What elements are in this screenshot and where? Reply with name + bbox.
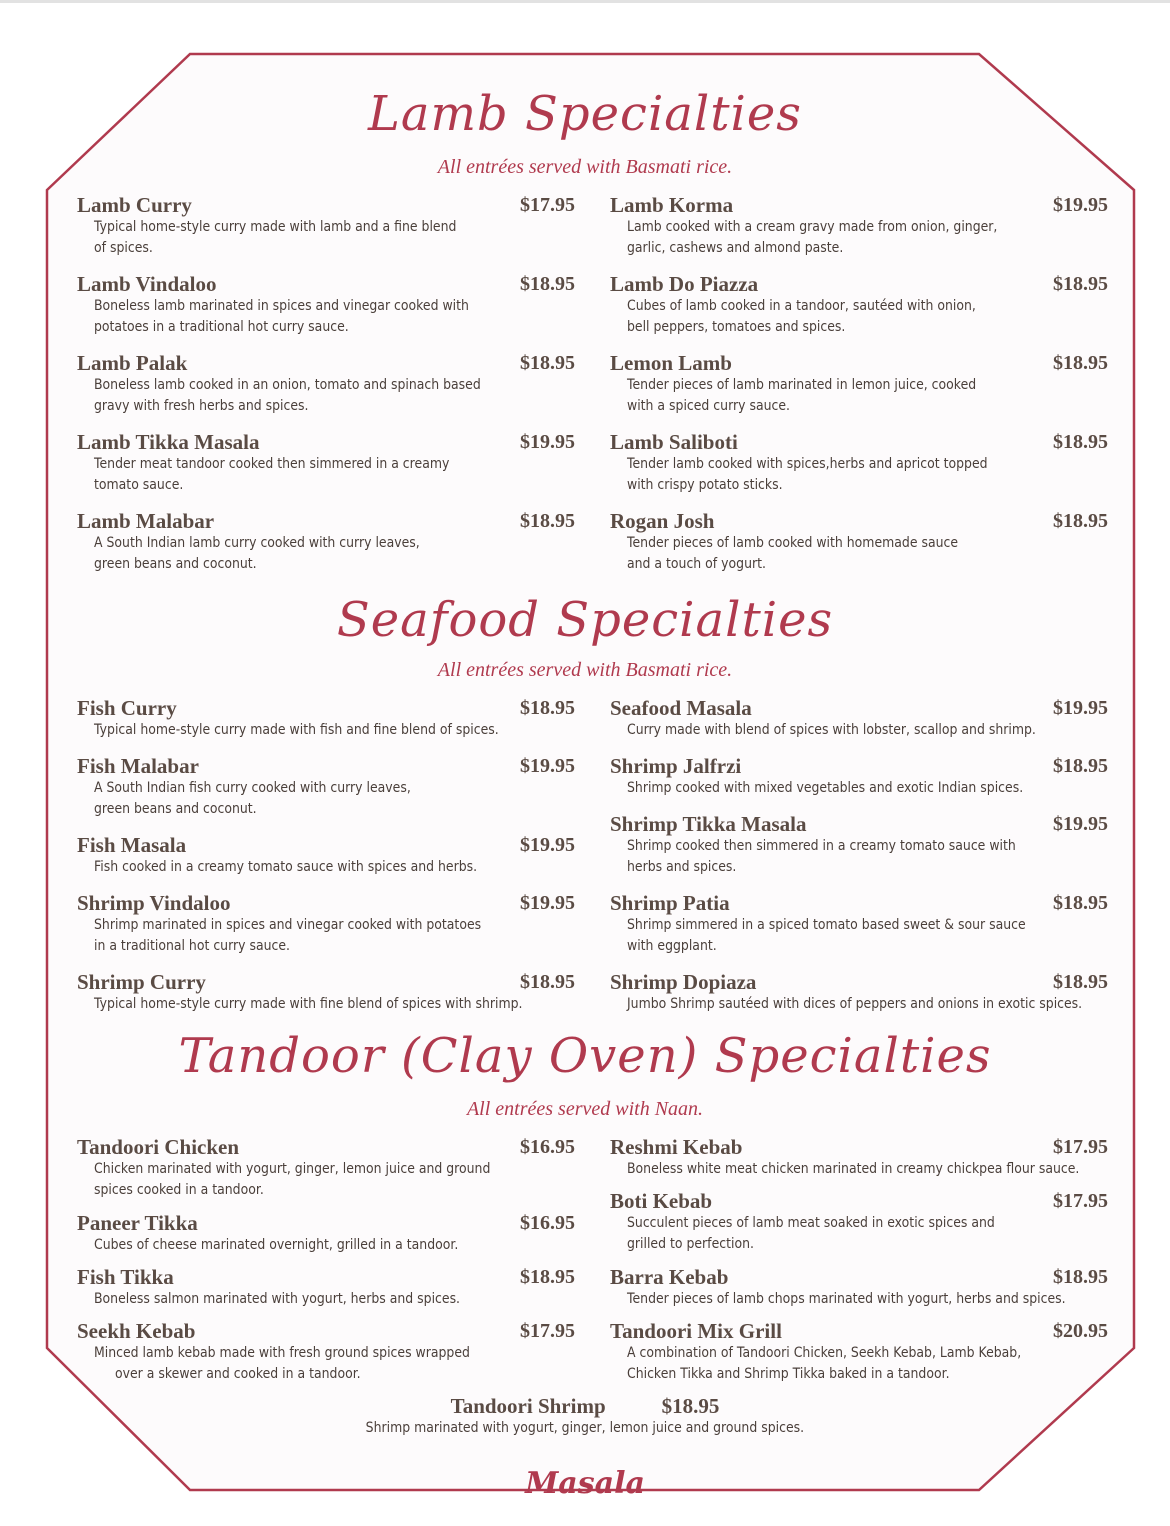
menu-item-price: $18.95 [520, 510, 575, 532]
menu-item-description: Lamb cooked with a cream gravy made from onion, ginger, [627, 219, 998, 235]
menu-item-name: Fish Tikka [77, 1265, 174, 1289]
menu-item [77, 833, 575, 878]
menu-item-description: Shrimp marinated with yogurt, ginger, lemon juice and ground spices. [365, 1420, 805, 1436]
section-subtitle-tandoor: All entrées served with Naan. [466, 1098, 704, 1120]
menu-item-description: Fish cooked in a creamy tomato sauce with spices and herbs. [94, 859, 478, 875]
menu-item [610, 754, 1108, 799]
menu-item-name: Shrimp Tikka Masala [610, 812, 807, 836]
menu-item-description: Boneless salmon marinated with yogurt, herbs and spices. [94, 1291, 461, 1307]
menu-item-description: Typical home-style curry made with lamb and a fine blend [94, 219, 457, 235]
menu-item-name: Tandoori Shrimp [450, 1394, 606, 1418]
menu-item-name: Lamb Saliboti [610, 430, 738, 454]
menu-item-description: and a touch of yogurt. [627, 556, 766, 572]
menu-item-description: potatoes in a traditional hot curry sauce. [94, 319, 349, 335]
menu-item [610, 1189, 1108, 1255]
section-subtitle-lamb: All entrées served with Basmati rice. [437, 156, 733, 178]
menu-item-description: A combination of Tandoori Chicken, Seekh Kebab, Lamb Kebab, [627, 1345, 1022, 1361]
menu-item-price: $17.95 [520, 194, 575, 216]
menu-item [77, 1211, 575, 1256]
menu-item-description: gravy with fresh herbs and spices. [94, 398, 309, 414]
menu-item-price: $18.95 [1053, 755, 1108, 777]
menu-item-price: $20.95 [1053, 1320, 1108, 1342]
menu-item [610, 696, 1108, 741]
menu-item [610, 812, 1108, 878]
menu-item-description: green beans and coconut. [94, 801, 257, 817]
menu-item-description: with crispy potato sticks. [627, 477, 783, 493]
menu-item-description: A South Indian lamb curry cooked with curry leaves, [94, 535, 420, 551]
menu-item-price: $19.95 [520, 431, 575, 453]
menu-item [610, 272, 1108, 338]
menu-item-description: Tender lamb cooked with spices,herbs and apricot topped [627, 456, 988, 472]
menu-item-description: Chicken Tikka and Shrimp Tikka baked in a tandoor. [627, 1366, 950, 1382]
menu-item-description: Cubes of cheese marinated overnight, grilled in a tandoor. [94, 1237, 459, 1253]
menu-item-price: $18.95 [520, 697, 575, 719]
menu-item-description: Shrimp simmered in a spiced tomato based sweet & sour sauce [627, 917, 1026, 933]
menu-item-price: $18.95 [520, 971, 575, 993]
menu-item-name: Lamb Palak [77, 351, 188, 375]
brand-logo: Masala [525, 1466, 645, 1501]
menu-item-description: garlic, cashews and almond paste. [627, 240, 844, 256]
menu-item-name: Seafood Masala [610, 696, 752, 720]
menu-item-description: A South Indian fish curry cooked with curry leaves, [94, 780, 411, 796]
menu-item-name: Fish Malabar [77, 754, 199, 778]
menu-item-description: Boneless white meat chicken marinated in creamy chickpea flour sauce. [627, 1161, 1080, 1177]
menu-item [77, 1135, 575, 1201]
menu-item-price: $18.95 [1053, 892, 1108, 914]
menu-item-price: $18.95 [520, 273, 575, 295]
menu-item [77, 1265, 575, 1310]
menu-item-description: Shrimp cooked then simmered in a creamy tomato sauce with [627, 838, 1016, 854]
menu-item-price: $17.95 [520, 1320, 575, 1342]
menu-item-name: Lamb Do Piazza [610, 272, 759, 296]
menu-item-name: Shrimp Dopiaza [610, 970, 757, 994]
menu-item-description: tomato sauce. [94, 477, 184, 493]
menu-item-price: $16.95 [520, 1136, 575, 1158]
menu-item-price: $17.95 [1053, 1190, 1108, 1212]
menu-item-description: Shrimp marinated in spices and vinegar cooked with potatoes [94, 917, 482, 933]
section-subtitle-seafood: All entrées served with Basmati rice. [437, 659, 733, 681]
menu-item-name: Barra Kebab [610, 1265, 729, 1289]
menu-item-price: $19.95 [1053, 194, 1108, 216]
menu-item-description: spices cooked in a tandoor. [94, 1182, 264, 1198]
menu-item-description: with a spiced curry sauce. [627, 398, 790, 414]
menu-item-name: Paneer Tikka [77, 1211, 198, 1235]
menu-item-description: Succulent pieces of lamb meat soaked in exotic spices and [627, 1215, 995, 1231]
menu-item [610, 430, 1108, 496]
menu-item-name: Rogan Josh [610, 509, 715, 533]
menu-item-price: $19.95 [1053, 813, 1108, 835]
menu-item-description: Shrimp cooked with mixed vegetables and exotic Indian spices. [627, 780, 1024, 796]
menu-item [610, 1319, 1108, 1385]
menu-item [610, 970, 1108, 1015]
menu-item-price: $16.95 [520, 1212, 575, 1234]
menu-item-price: $19.95 [520, 755, 575, 777]
menu-item-price: $18.95 [1053, 510, 1108, 532]
section-title-lamb: Lamb Specialties [368, 86, 802, 142]
menu-item-tandoori-shrimp [0, 1394, 1170, 1439]
menu-item-description: over a skewer and cooked in a tandoor. [115, 1366, 361, 1382]
menu-item-description: Typical home-style curry made with fine blend of spices with shrimp. [94, 996, 523, 1012]
menu-item [77, 970, 575, 1015]
menu-item-description: in a traditional hot curry sauce. [94, 938, 290, 954]
menu-item [77, 1319, 575, 1385]
menu-item [77, 272, 575, 338]
menu-item-price: $18.95 [661, 1394, 720, 1418]
menu-item [77, 754, 575, 820]
menu-item-description: Typical home-style curry made with fish and fine blend of spices. [94, 722, 499, 738]
menu-item [77, 509, 575, 575]
menu-item-name: Seekh Kebab [77, 1319, 196, 1343]
menu-item-description: Boneless lamb cooked in an onion, tomato and spinach based [94, 377, 481, 393]
menu-item [77, 193, 575, 259]
menu-item [610, 509, 1108, 575]
menu-item [610, 193, 1108, 259]
menu-item-name: Lamb Vindaloo [77, 272, 217, 296]
menu-item-name: Lemon Lamb [610, 351, 732, 375]
menu-item-name: Lamb Tikka Masala [77, 430, 260, 454]
menu-item-name: Tandoori Mix Grill [610, 1319, 782, 1343]
menu-item-name: Shrimp Jalfrzi [610, 754, 742, 778]
menu-item-price: $18.95 [520, 1266, 575, 1288]
menu-item [77, 430, 575, 496]
menu-item-description: Chicken marinated with yogurt, ginger, lemon juice and ground [94, 1161, 491, 1177]
menu-item [77, 696, 575, 741]
menu-item-description: bell peppers, tomatoes and spices. [627, 319, 846, 335]
menu-item-price: $18.95 [1053, 971, 1108, 993]
menu-item [610, 1265, 1108, 1310]
menu-item-description: Tender meat tandoor cooked then simmered in a creamy [94, 456, 450, 472]
menu-item [610, 351, 1108, 417]
menu-item-description: with eggplant. [627, 938, 717, 954]
menu-item-price: $18.95 [520, 352, 575, 374]
menu-item-name: Tandoori Chicken [77, 1135, 240, 1159]
menu-item [77, 351, 575, 417]
menu-item-name: Fish Curry [77, 696, 177, 720]
menu-item-name: Lamb Malabar [77, 509, 215, 533]
menu-item-description: Minced lamb kebab made with fresh ground spices wrapped [94, 1345, 470, 1361]
menu-item-price: $18.95 [1053, 431, 1108, 453]
menu-item-name: Shrimp Vindaloo [77, 891, 231, 915]
menu-item [77, 891, 575, 957]
menu-item-description: Boneless lamb marinated in spices and vinegar cooked with [94, 298, 469, 314]
menu-item-name: Lamb Korma [610, 193, 734, 217]
menu-item [610, 1135, 1108, 1180]
menu-item [610, 891, 1108, 957]
menu-item-description: of spices. [94, 240, 153, 256]
menu-item-price: $19.95 [520, 892, 575, 914]
menu-item-description: grilled to perfection. [627, 1236, 754, 1252]
menu-item-description: Jumbo Shrimp sautéed with dices of peppers and onions in exotic spices. [627, 996, 1083, 1012]
menu-item-price: $17.95 [1053, 1136, 1108, 1158]
menu-item-description: Cubes of lamb cooked in a tandoor, sautéed with onion, [627, 298, 976, 314]
section-title-tandoor: Tandoor (Clay Oven) Specialties [178, 1028, 992, 1084]
menu-item-price: $18.95 [1053, 273, 1108, 295]
menu-item-price: $18.95 [1053, 352, 1108, 374]
menu-item-description: Tender pieces of lamb chops marinated with yogurt, herbs and spices. [627, 1291, 1066, 1307]
menu-item-description: green beans and coconut. [94, 556, 257, 572]
menu-item-name: Boti Kebab [610, 1189, 713, 1213]
menu-item-name: Reshmi Kebab [610, 1135, 743, 1159]
menu-item-description: Tender pieces of lamb marinated in lemon juice, cooked [627, 377, 977, 393]
menu-item-name: Shrimp Curry [77, 970, 206, 994]
menu-item-price: $19.95 [520, 834, 575, 856]
menu-item-description: Tender pieces of lamb cooked with homemade sauce [627, 535, 959, 551]
menu-item-price: $18.95 [1053, 1266, 1108, 1288]
menu-item-description: herbs and spices. [627, 859, 737, 875]
menu-item-name: Shrimp Patia [610, 891, 730, 915]
menu-item-price: $19.95 [1053, 697, 1108, 719]
menu-item-name: Lamb Curry [77, 193, 192, 217]
section-title-seafood: Seafood Specialties [336, 592, 834, 648]
menu-item-name: Fish Masala [77, 833, 187, 857]
menu-item-description: Curry made with blend of spices with lobster, scallop and shrimp. [627, 722, 1036, 738]
